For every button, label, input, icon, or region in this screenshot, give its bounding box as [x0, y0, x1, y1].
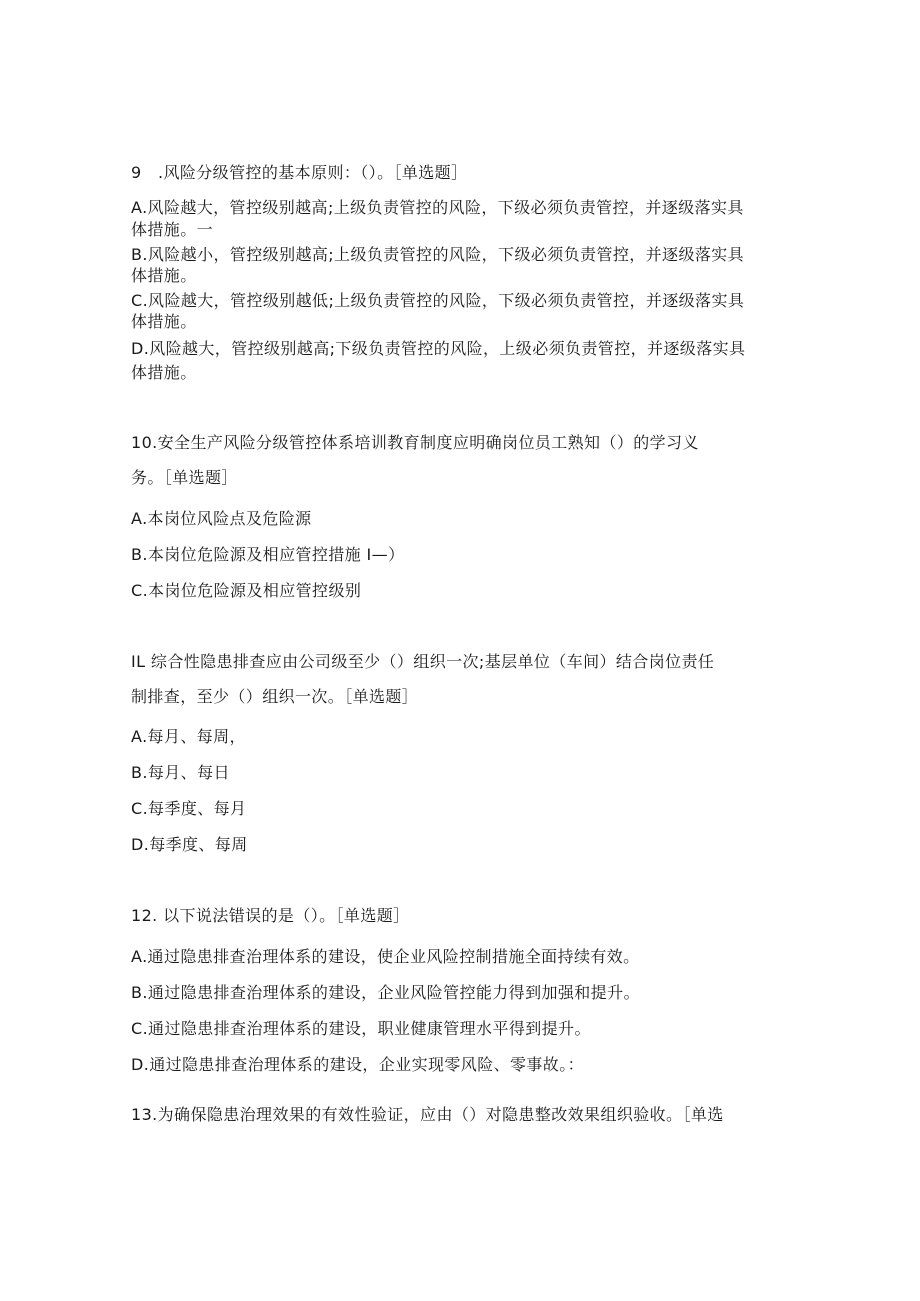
question-10-option-a: A.本岗位风险点及危险源 [131, 509, 312, 528]
question-9-option-d-line1: D.风险越大，管控级别越高;下级负责管控的风险，上级必须负责管控，并逐级落实具 [131, 339, 746, 358]
question-12-option-c: C.通过隐患排查治理体系的建设，职业健康管理水平得到提升。 [131, 1019, 591, 1038]
question-13-stem: 13.为确保隐患治理效果的有效性验证，应由（）对隐患整改效果组织验收。［单选 [131, 1105, 724, 1124]
question-12-option-a: A.通过隐患排查治理体系的建设，使企业风险控制措施全面持续有效。 [131, 947, 640, 966]
question-10-option-c: C.本岗位危险源及相应管控级别 [131, 581, 362, 600]
question-11-option-a: A.每月、每周， [131, 727, 246, 746]
question-11-option-c: C.每季度、每月 [131, 799, 247, 818]
question-9-option-c-line2: 体措施。 [131, 312, 197, 331]
question-9-option-b-line2: 体措施。 [131, 266, 197, 285]
question-11-option-d: D.每季度、每周 [131, 835, 248, 854]
question-12-option-b: B.通过隐患排查治理体系的建设，企业风险管控能力得到加强和提升。 [131, 983, 640, 1002]
question-10-option-b: B.本岗位危险源及相应管控措施 I—） [131, 545, 405, 564]
question-9-option-c-line1: C.风险越大，管控级别越低;上级负责管控的风险，下级必须负责管控，并逐级落实具 [131, 291, 745, 310]
question-10-stem-line1: 10.安全生产风险分级管控体系培训教育制度应明确岗位员工熟知（）的学习义 [131, 433, 699, 452]
question-11-stem-line2: 制排查，至少（）组织一次。［单选题］ [131, 687, 419, 706]
question-11-option-b: B.每月、每日 [131, 763, 230, 782]
question-9-stem: 9 .风险分级管控的基本原则：（）。［单选题］ [131, 163, 468, 182]
question-9-option-a-line2: 体措施。一 [131, 220, 214, 239]
question-12-option-d: D.通过隐患排查治理体系的建设，企业实现零风险、零事故。： [131, 1055, 585, 1074]
question-9-option-d-line2: 体措施。 [131, 363, 197, 382]
question-9-option-a-line1: A.风险越大，管控级别越高;上级负责管控的风险，下级必须负责管控，并逐级落实具 [131, 198, 744, 217]
question-12-stem: 12. 以下说法错误的是（）。［单选题］ [131, 906, 410, 925]
question-11-stem-line1: IL 综合性隐患排查应由公司级至少（）组织一次;基层单位（车间）结合岗位责任 [131, 652, 715, 671]
question-9-option-b-line1: B.风险越小，管控级别越高;上级负责管控的风险，下级必须负责管控，并逐级落实具 [131, 245, 745, 264]
question-10-stem-line2: 务。［单选题］ [131, 468, 238, 487]
